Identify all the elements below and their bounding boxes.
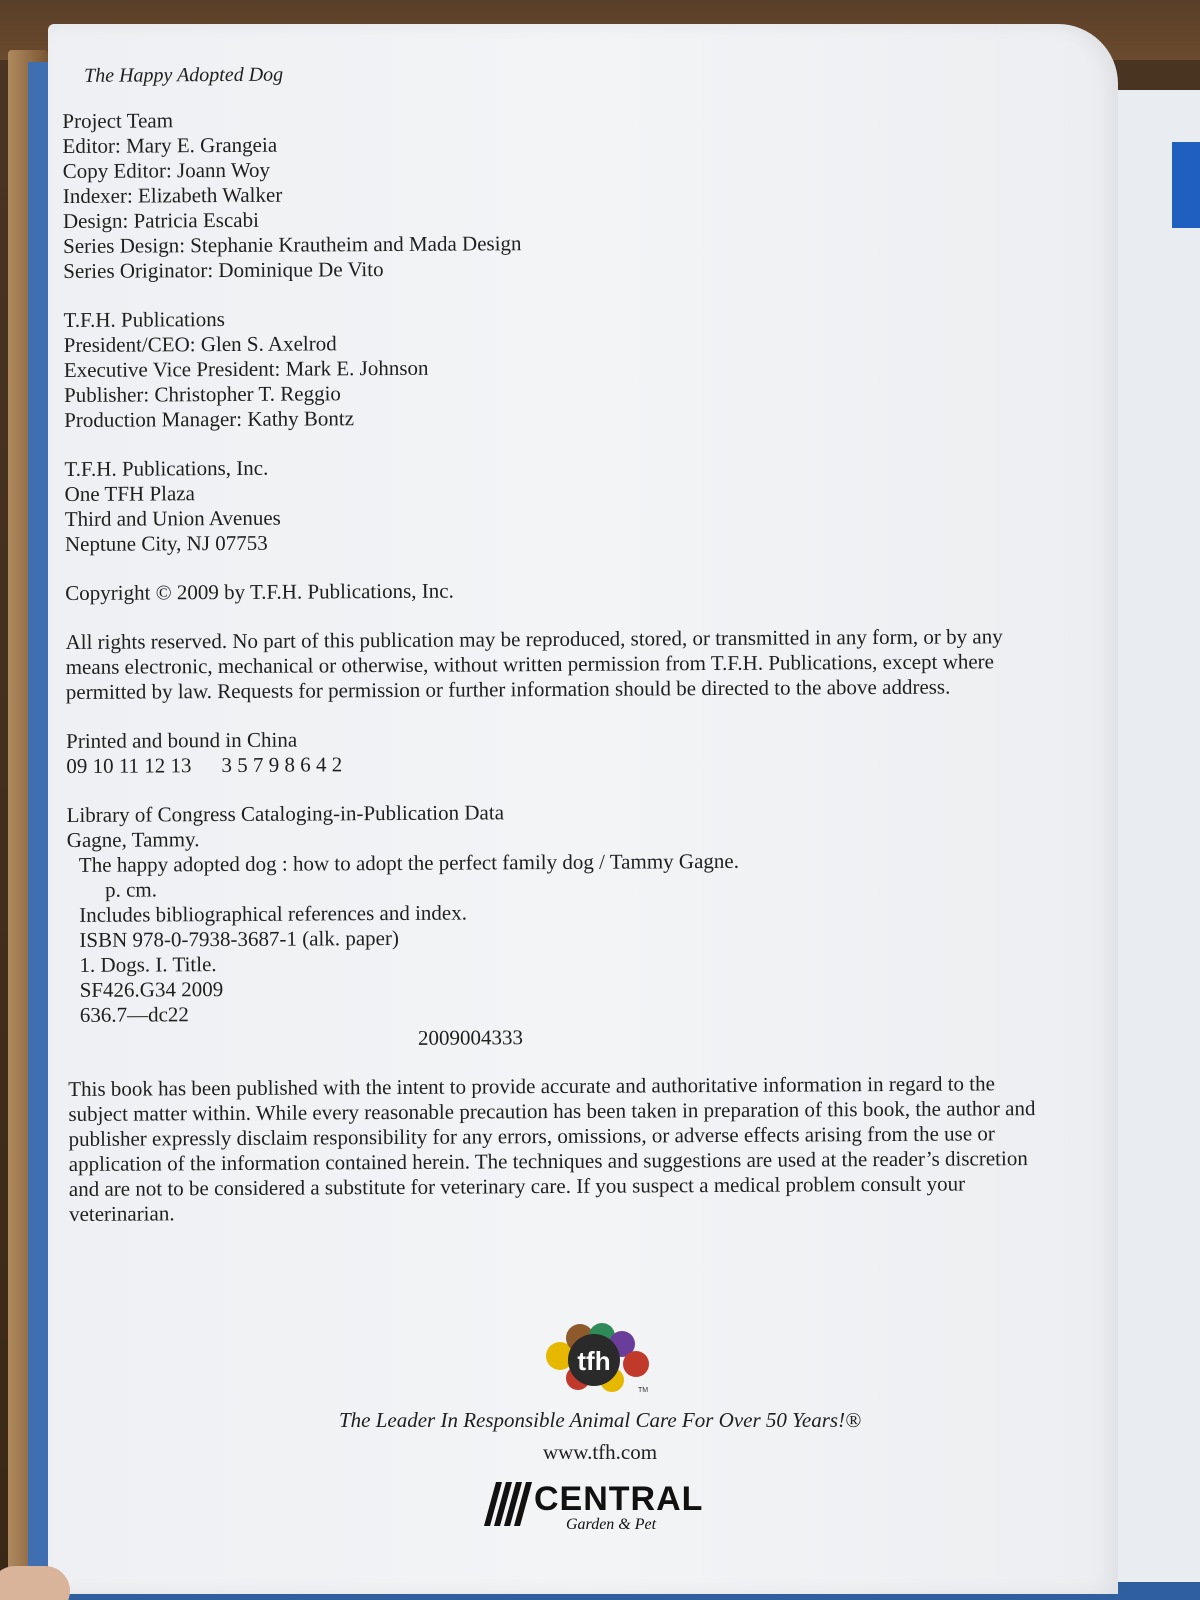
cataloging-dewey: 636.7—dc22 <box>79 1002 189 1027</box>
cataloging-subjects: 1. Dogs. I. Title. <box>79 952 217 977</box>
cataloging-pages: p. cm. <box>104 877 158 902</box>
disclaimer-paragraph: This book has been published with the intent to provide accurate and authoritative information in regard to the subject matter within. While every reasonable precaution has been taken in preparation of this book, the author and publisher expressly disclaim responsibility for any errors, omissions, or adverse effects arising from the use or application of the information contained herein. The techniques and suggestions are used at the reader’s discretion and are not to be considered a substitute for veterinary care. If you suspect a medical problem consult your veterinarian. <box>68 1071 1036 1226</box>
print-line <box>66 748 1056 779</box>
address-line: T.F.H. Publications, Inc. <box>64 455 269 481</box>
project-team-line: Editor: Mary E. Grangeia <box>62 132 278 158</box>
tfh-tagline: The Leader In Responsible Animal Care For Over 50 Years!® <box>338 1408 862 1432</box>
cataloging-control-number: 2009004333 <box>417 1025 524 1050</box>
copyright-notice: Copyright © 2009 by T.F.H. Publications, Inc. <box>65 578 454 605</box>
project-team-line: Indexer: Elizabeth Walker <box>62 182 283 208</box>
project-team-line: Design: Patricia Escabi <box>62 207 259 233</box>
address-block <box>64 451 1055 557</box>
central-subtitle: Garden & Pet <box>566 1516 657 1533</box>
rights-paragraph: All rights reserved. No part of this publication may be reproduced, stored, or transmitted in any form, or by any means electronic, mechanical or otherwise, without written permission from T.F.H. Publications, except where permitted by law. Requests for permission or further information should be directed to the above address. <box>65 624 1003 704</box>
cataloging-lcc: SF426.G34 2009 <box>79 977 224 1002</box>
tfh-logo-text: tfh <box>577 1346 611 1376</box>
thumb <box>0 1566 70 1600</box>
publisher-team-line: Production Manager: Kathy Bontz <box>64 406 355 432</box>
cataloging-isbn: ISBN 978-0-7938-3687-1 (alk. paper) <box>79 925 400 952</box>
cataloging-block <box>67 797 1059 1053</box>
address-line: Third and Union Avenues <box>64 505 281 531</box>
address-line: One TFH Plaza <box>64 481 195 506</box>
project-team-block <box>62 103 1053 284</box>
publisher-team-line: Publisher: Christopher T. Reggio <box>63 381 341 407</box>
central-stripes-icon <box>484 1482 532 1526</box>
project-team-line: Project Team <box>62 108 174 133</box>
printed-in: Printed and bound in China <box>66 727 298 753</box>
printing-block <box>66 723 1056 779</box>
tfh-website: www.tfh.com <box>542 1440 658 1464</box>
cataloging-author: Gagne, Tammy. <box>66 827 200 852</box>
project-team-line: Copy Editor: Joann Woy <box>62 157 271 183</box>
print-run: 3 5 7 9 8 6 4 2 <box>221 752 343 778</box>
central-garden-pet-logo <box>484 1480 714 1536</box>
facing-page <box>1110 90 1200 1590</box>
publisher-team-block <box>63 302 1054 433</box>
book-title: The Happy Adopted Dog <box>84 63 284 87</box>
svg-text:TM: TM <box>638 1387 649 1394</box>
tfh-logo-icon <box>538 1316 658 1402</box>
address-line: Neptune City, NJ 07753 <box>64 530 268 556</box>
cataloging-title: The happy adopted dog : how to adopt the perfect family dog / Tammy Gagne. <box>78 848 740 877</box>
publisher-team-line: Executive Vice President: Mark E. Johnson <box>63 355 429 382</box>
project-team-line: Series Originator: Dominique De Vito <box>63 257 384 283</box>
cataloging-bibliography: Includes bibliographical references and index. <box>79 900 468 927</box>
project-team-line: Series Design: Stephanie Krautheim and Mada Design <box>63 231 522 258</box>
cataloging-heading: Library of Congress Cataloging-in-Publication Data <box>66 800 505 827</box>
facing-page-blue-mark <box>1172 142 1200 228</box>
copyright-block <box>65 575 1055 606</box>
publisher-team-line: T.F.H. Publications <box>63 307 225 332</box>
print-years: 09 10 11 12 13 <box>66 753 192 778</box>
copyright-page-content <box>62 58 1059 1251</box>
central-name: CENTRAL <box>534 1480 704 1518</box>
publisher-team-line: President/CEO: Glen S. Axelrod <box>63 331 337 357</box>
tfh-logo <box>538 1316 658 1402</box>
